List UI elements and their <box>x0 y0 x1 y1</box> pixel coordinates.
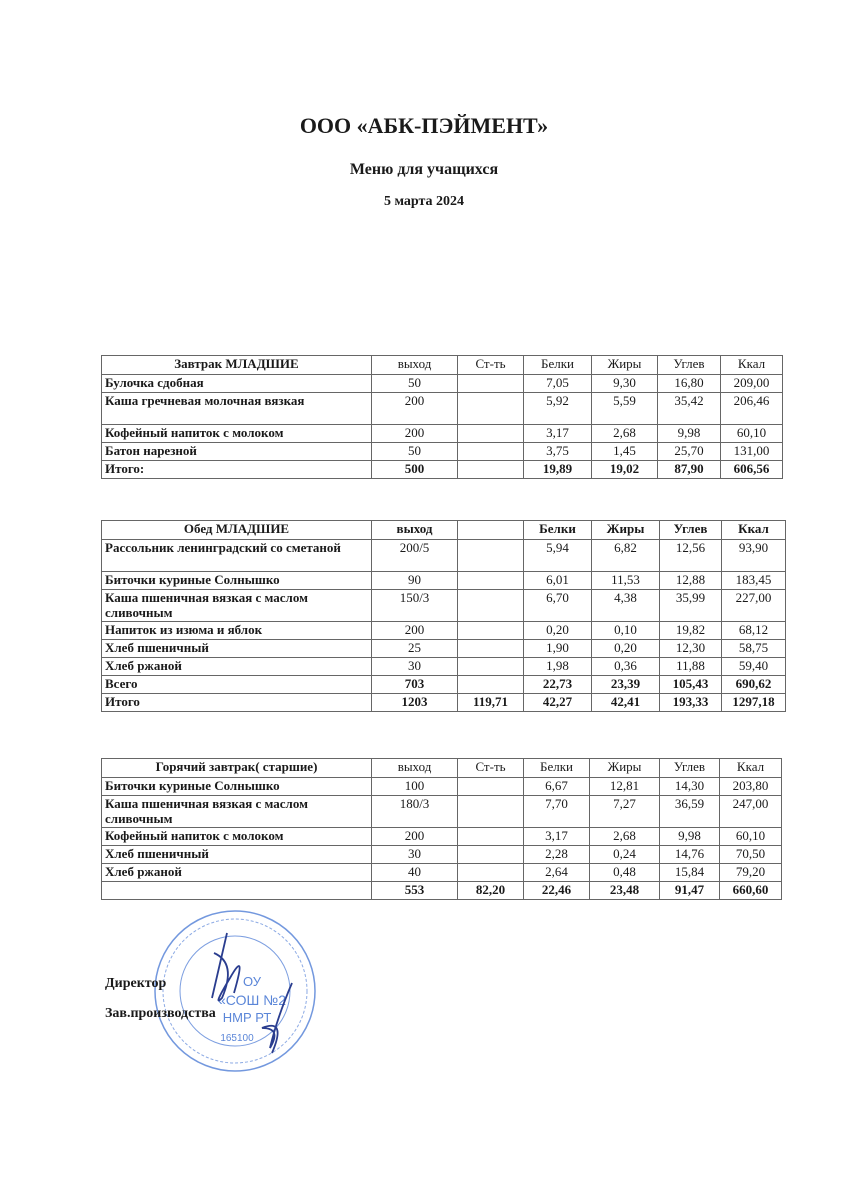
output: 200/5 <box>372 540 458 572</box>
carbs: 12,30 <box>660 640 722 658</box>
output: 553 <box>372 882 458 900</box>
carbs: 87,90 <box>658 461 721 479</box>
output: 30 <box>372 658 458 676</box>
cost <box>458 778 524 796</box>
table-header-row <box>102 521 786 540</box>
cost <box>458 590 524 622</box>
subtotal-label: Всего <box>102 676 372 694</box>
school-stamp-icon <box>152 908 318 1074</box>
table-row <box>102 864 782 882</box>
col-carbs: Углев <box>660 521 722 540</box>
fat: 0,24 <box>590 846 660 864</box>
total-row <box>102 461 783 479</box>
protein: 5,92 <box>524 393 592 425</box>
kcal: 606,56 <box>721 461 783 479</box>
table-row <box>102 425 783 443</box>
table-title: Обед МЛАДШИЕ <box>102 521 372 540</box>
protein: 3,17 <box>524 828 590 846</box>
table-row <box>102 572 786 590</box>
dish-name: Каша пшеничная вязкая с маслом сливочным <box>102 796 372 828</box>
table-row <box>102 640 786 658</box>
cost <box>458 375 524 393</box>
table-title: Завтрак МЛАДШИЕ <box>102 356 372 375</box>
cost: 119,71 <box>458 694 524 712</box>
table-row <box>102 443 783 461</box>
col-fat: Жиры <box>590 759 660 778</box>
kcal: 227,00 <box>722 590 786 622</box>
dish-name: Хлеб ржаной <box>102 658 372 676</box>
fat: 0,20 <box>592 640 660 658</box>
protein: 0,20 <box>524 622 592 640</box>
document-subtitle: Меню для учащихся <box>349 161 499 178</box>
carbs: 9,98 <box>658 425 721 443</box>
fat: 23,39 <box>592 676 660 694</box>
fat: 19,02 <box>592 461 658 479</box>
protein: 3,17 <box>524 425 592 443</box>
fat: 0,48 <box>590 864 660 882</box>
cost <box>458 461 524 479</box>
table-row <box>102 658 786 676</box>
cost <box>458 796 524 828</box>
kcal: 203,80 <box>720 778 782 796</box>
total-row <box>102 694 786 712</box>
production-head-signature-label: Зав.производства <box>105 1006 216 1021</box>
fat: 4,38 <box>592 590 660 622</box>
output: 90 <box>372 572 458 590</box>
output: 1203 <box>372 694 458 712</box>
output: 200 <box>372 425 458 443</box>
protein: 2,28 <box>524 846 590 864</box>
kcal: 1297,18 <box>722 694 786 712</box>
fat: 0,36 <box>592 658 660 676</box>
stamp-line2: «СОШ №2 <box>217 992 287 1008</box>
kcal: 183,45 <box>722 572 786 590</box>
col-kcal: Ккал <box>722 521 786 540</box>
output: 180/3 <box>372 796 458 828</box>
breakfast-junior-table <box>101 355 783 479</box>
carbs: 12,88 <box>660 572 722 590</box>
company-title: ООО «АБК-ПЭЙМЕНТ» <box>299 113 549 138</box>
cost <box>458 658 524 676</box>
protein: 22,46 <box>524 882 590 900</box>
cost: 82,20 <box>458 882 524 900</box>
output: 500 <box>372 461 458 479</box>
protein: 22,73 <box>524 676 592 694</box>
menu-date: 5 марта 2024 <box>383 194 465 209</box>
carbs: 105,43 <box>660 676 722 694</box>
protein: 1,98 <box>524 658 592 676</box>
fat: 11,53 <box>592 572 660 590</box>
col-carbs: Углев <box>660 759 720 778</box>
kcal: 209,00 <box>721 375 783 393</box>
carbs: 9,98 <box>660 828 720 846</box>
subtotal-row <box>102 676 786 694</box>
fat: 23,48 <box>590 882 660 900</box>
output: 50 <box>372 443 458 461</box>
fat: 7,27 <box>590 796 660 828</box>
cost <box>458 864 524 882</box>
kcal: 70,50 <box>720 846 782 864</box>
kcal: 68,12 <box>722 622 786 640</box>
col-cost: Ст-ть <box>458 759 524 778</box>
carbs: 36,59 <box>660 796 720 828</box>
kcal: 660,60 <box>720 882 782 900</box>
table-row <box>102 393 783 425</box>
fat: 42,41 <box>592 694 660 712</box>
kcal: 206,46 <box>721 393 783 425</box>
fat: 5,59 <box>592 393 658 425</box>
protein: 3,75 <box>524 443 592 461</box>
table-row <box>102 828 782 846</box>
output: 150/3 <box>372 590 458 622</box>
cost <box>458 443 524 461</box>
dish-name: Кофейный напиток с молоком <box>102 828 372 846</box>
col-output: выход <box>372 521 458 540</box>
dish-name: Каша пшеничная вязкая с маслом сливочным <box>102 590 372 622</box>
cost <box>458 572 524 590</box>
protein: 1,90 <box>524 640 592 658</box>
table-title: Горячий завтрак( старшие) <box>102 759 372 778</box>
table-row <box>102 622 786 640</box>
cost <box>458 640 524 658</box>
protein: 6,67 <box>524 778 590 796</box>
output: 25 <box>372 640 458 658</box>
kcal: 247,00 <box>720 796 782 828</box>
carbs: 14,30 <box>660 778 720 796</box>
fat: 9,30 <box>592 375 658 393</box>
kcal: 131,00 <box>721 443 783 461</box>
protein: 42,27 <box>524 694 592 712</box>
carbs: 193,33 <box>660 694 722 712</box>
carbs: 35,99 <box>660 590 722 622</box>
kcal: 60,10 <box>721 425 783 443</box>
table-header-row <box>102 759 782 778</box>
carbs: 91,47 <box>660 882 720 900</box>
kcal: 690,62 <box>722 676 786 694</box>
carbs: 25,70 <box>658 443 721 461</box>
col-protein: Белки <box>524 521 592 540</box>
protein: 6,70 <box>524 590 592 622</box>
protein: 6,01 <box>524 572 592 590</box>
col-output: выход <box>372 356 458 375</box>
dish-name: Батон нарезной <box>102 443 372 461</box>
carbs: 14,76 <box>660 846 720 864</box>
table-row <box>102 796 782 828</box>
protein: 7,05 <box>524 375 592 393</box>
dish-name: Биточки куриные Солнышко <box>102 572 372 590</box>
dish-name: Напиток из изюма и яблок <box>102 622 372 640</box>
carbs: 35,42 <box>658 393 721 425</box>
total-label: Итого <box>102 694 372 712</box>
dish-name: Рассольник ленинградский со сметаной <box>102 540 372 572</box>
col-kcal: Ккал <box>720 759 782 778</box>
output: 200 <box>372 393 458 425</box>
stamp-line3: НМР РТ <box>222 1010 272 1025</box>
col-protein: Белки <box>524 759 590 778</box>
kcal: 60,10 <box>720 828 782 846</box>
cost <box>458 425 524 443</box>
output: 200 <box>372 622 458 640</box>
stamp-line1: ОУ <box>242 974 262 989</box>
table-row <box>102 540 786 572</box>
dish-name: Булочка сдобная <box>102 375 372 393</box>
cost <box>458 828 524 846</box>
col-kcal: Ккал <box>721 356 783 375</box>
fat: 12,81 <box>590 778 660 796</box>
col-fat: Жиры <box>592 521 660 540</box>
output: 703 <box>372 676 458 694</box>
cost <box>458 622 524 640</box>
total-label <box>102 882 372 900</box>
carbs: 15,84 <box>660 864 720 882</box>
kcal: 93,90 <box>722 540 786 572</box>
output: 30 <box>372 846 458 864</box>
dish-name: Хлеб ржаной <box>102 864 372 882</box>
output: 40 <box>372 864 458 882</box>
dish-name: Хлеб пшеничный <box>102 846 372 864</box>
cost <box>458 393 524 425</box>
fat: 6,82 <box>592 540 660 572</box>
carbs: 16,80 <box>658 375 721 393</box>
hot-breakfast-senior-table <box>101 758 782 900</box>
carbs: 11,88 <box>660 658 722 676</box>
fat: 0,10 <box>592 622 660 640</box>
table-row <box>102 846 782 864</box>
carbs: 19,82 <box>660 622 722 640</box>
lunch-junior-table <box>101 520 786 712</box>
protein: 7,70 <box>524 796 590 828</box>
cost <box>458 676 524 694</box>
dish-name: Хлеб пшеничный <box>102 640 372 658</box>
dish-name: Биточки куриные Солнышко <box>102 778 372 796</box>
dish-name: Каша гречневая молочная вязкая <box>102 393 372 425</box>
table-row <box>102 778 782 796</box>
col-cost <box>458 521 524 540</box>
kcal: 79,20 <box>720 864 782 882</box>
protein: 2,64 <box>524 864 590 882</box>
col-output: выход <box>372 759 458 778</box>
director-signature-label: Директор <box>105 976 167 991</box>
table-row <box>102 590 786 622</box>
table-row <box>102 375 783 393</box>
col-fat: Жиры <box>592 356 658 375</box>
total-row <box>102 882 782 900</box>
col-protein: Белки <box>524 356 592 375</box>
fat: 2,68 <box>592 425 658 443</box>
protein: 19,89 <box>524 461 592 479</box>
col-cost: Ст-ть <box>458 356 524 375</box>
cost <box>458 540 524 572</box>
output: 100 <box>372 778 458 796</box>
fat: 2,68 <box>590 828 660 846</box>
output: 50 <box>372 375 458 393</box>
col-carbs: Углев <box>658 356 721 375</box>
stamp-line4: 165100 <box>220 1033 254 1044</box>
kcal: 59,40 <box>722 658 786 676</box>
output: 200 <box>372 828 458 846</box>
kcal: 58,75 <box>722 640 786 658</box>
protein: 5,94 <box>524 540 592 572</box>
fat: 1,45 <box>592 443 658 461</box>
table-header-row <box>102 356 783 375</box>
cost <box>458 846 524 864</box>
dish-name: Кофейный напиток с молоком <box>102 425 372 443</box>
total-label: Итого: <box>102 461 372 479</box>
carbs: 12,56 <box>660 540 722 572</box>
